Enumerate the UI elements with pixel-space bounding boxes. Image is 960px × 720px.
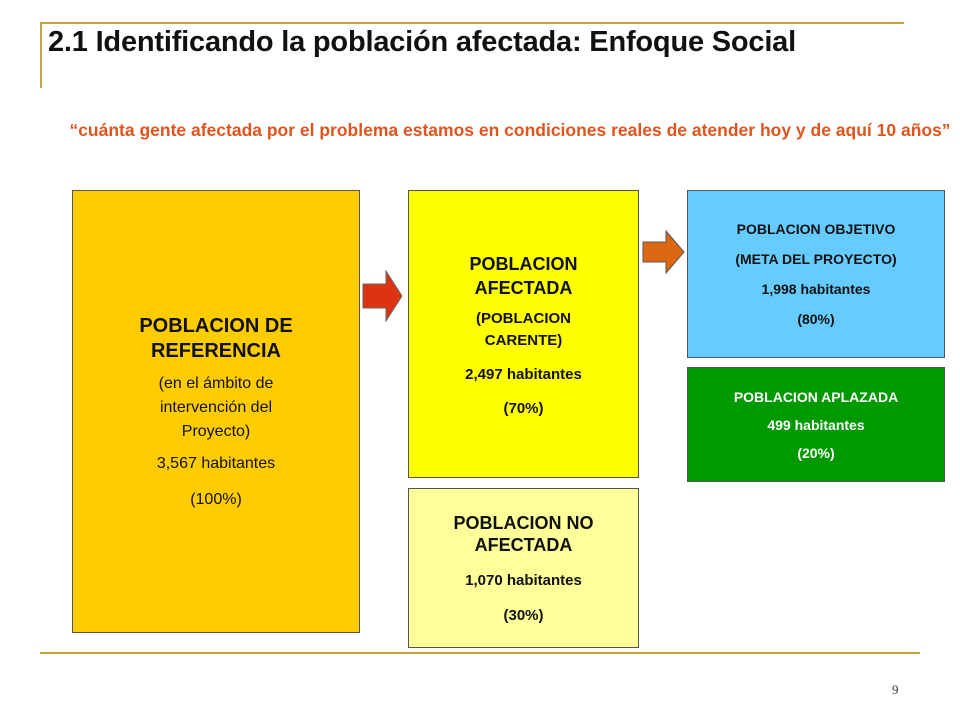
objetivo-count: 1,998 habitantes bbox=[761, 281, 871, 297]
no-afectada-count: 1,070 habitantes bbox=[465, 572, 582, 589]
afectada-percent: (70%) bbox=[503, 399, 544, 417]
slide-title: 2.1 Identificando la población afectada: Enfoque Social bbox=[48, 26, 796, 58]
aplazada-percent: (20%) bbox=[797, 444, 835, 461]
arrow-afectada-to-objetivo bbox=[642, 230, 686, 274]
referencia-percent: (100%) bbox=[190, 490, 242, 508]
referencia-subtitle: (en el ámbito de intervención del Proyecto) bbox=[158, 374, 274, 440]
poblacion-aplazada-box bbox=[687, 367, 945, 482]
top-rule bbox=[40, 22, 904, 24]
bottom-rule bbox=[40, 652, 920, 654]
no-afectada-percent: (30%) bbox=[503, 607, 544, 624]
poblacion-no-afectada-box bbox=[408, 488, 639, 648]
slide-quote: “cuánta gente afectada por el problema estamos en condiciones reales de atender hoy y de aquí 10 años” bbox=[69, 120, 951, 140]
poblacion-referencia-box bbox=[72, 190, 360, 633]
aplazada-heading: POBLACION APLAZADA bbox=[733, 388, 899, 405]
poblacion-afectada-box bbox=[408, 190, 639, 478]
afectada-heading: POBLACION AFECTADA bbox=[469, 253, 578, 298]
left-rule bbox=[40, 22, 42, 88]
referencia-count: 3,567 habitantes bbox=[156, 454, 276, 472]
afectada-subtitle: (POBLACION CARENTE) bbox=[476, 309, 571, 349]
no-afectada-heading: POBLACION NO AFECTADA bbox=[453, 513, 594, 555]
arrow-referencia-to-afectada bbox=[362, 270, 404, 322]
aplazada-count: 499 habitantes bbox=[767, 416, 865, 433]
page-number: 9 bbox=[892, 682, 899, 697]
poblacion-objetivo-box bbox=[687, 190, 945, 358]
referencia-heading: POBLACION DE REFERENCIA bbox=[139, 314, 293, 362]
objetivo-heading: POBLACION OBJETIVO bbox=[736, 221, 896, 237]
objetivo-percent: (80%) bbox=[797, 311, 835, 327]
objetivo-subtitle: (META DEL PROYECTO) bbox=[735, 251, 897, 267]
afectada-count: 2,497 habitantes bbox=[465, 365, 582, 383]
